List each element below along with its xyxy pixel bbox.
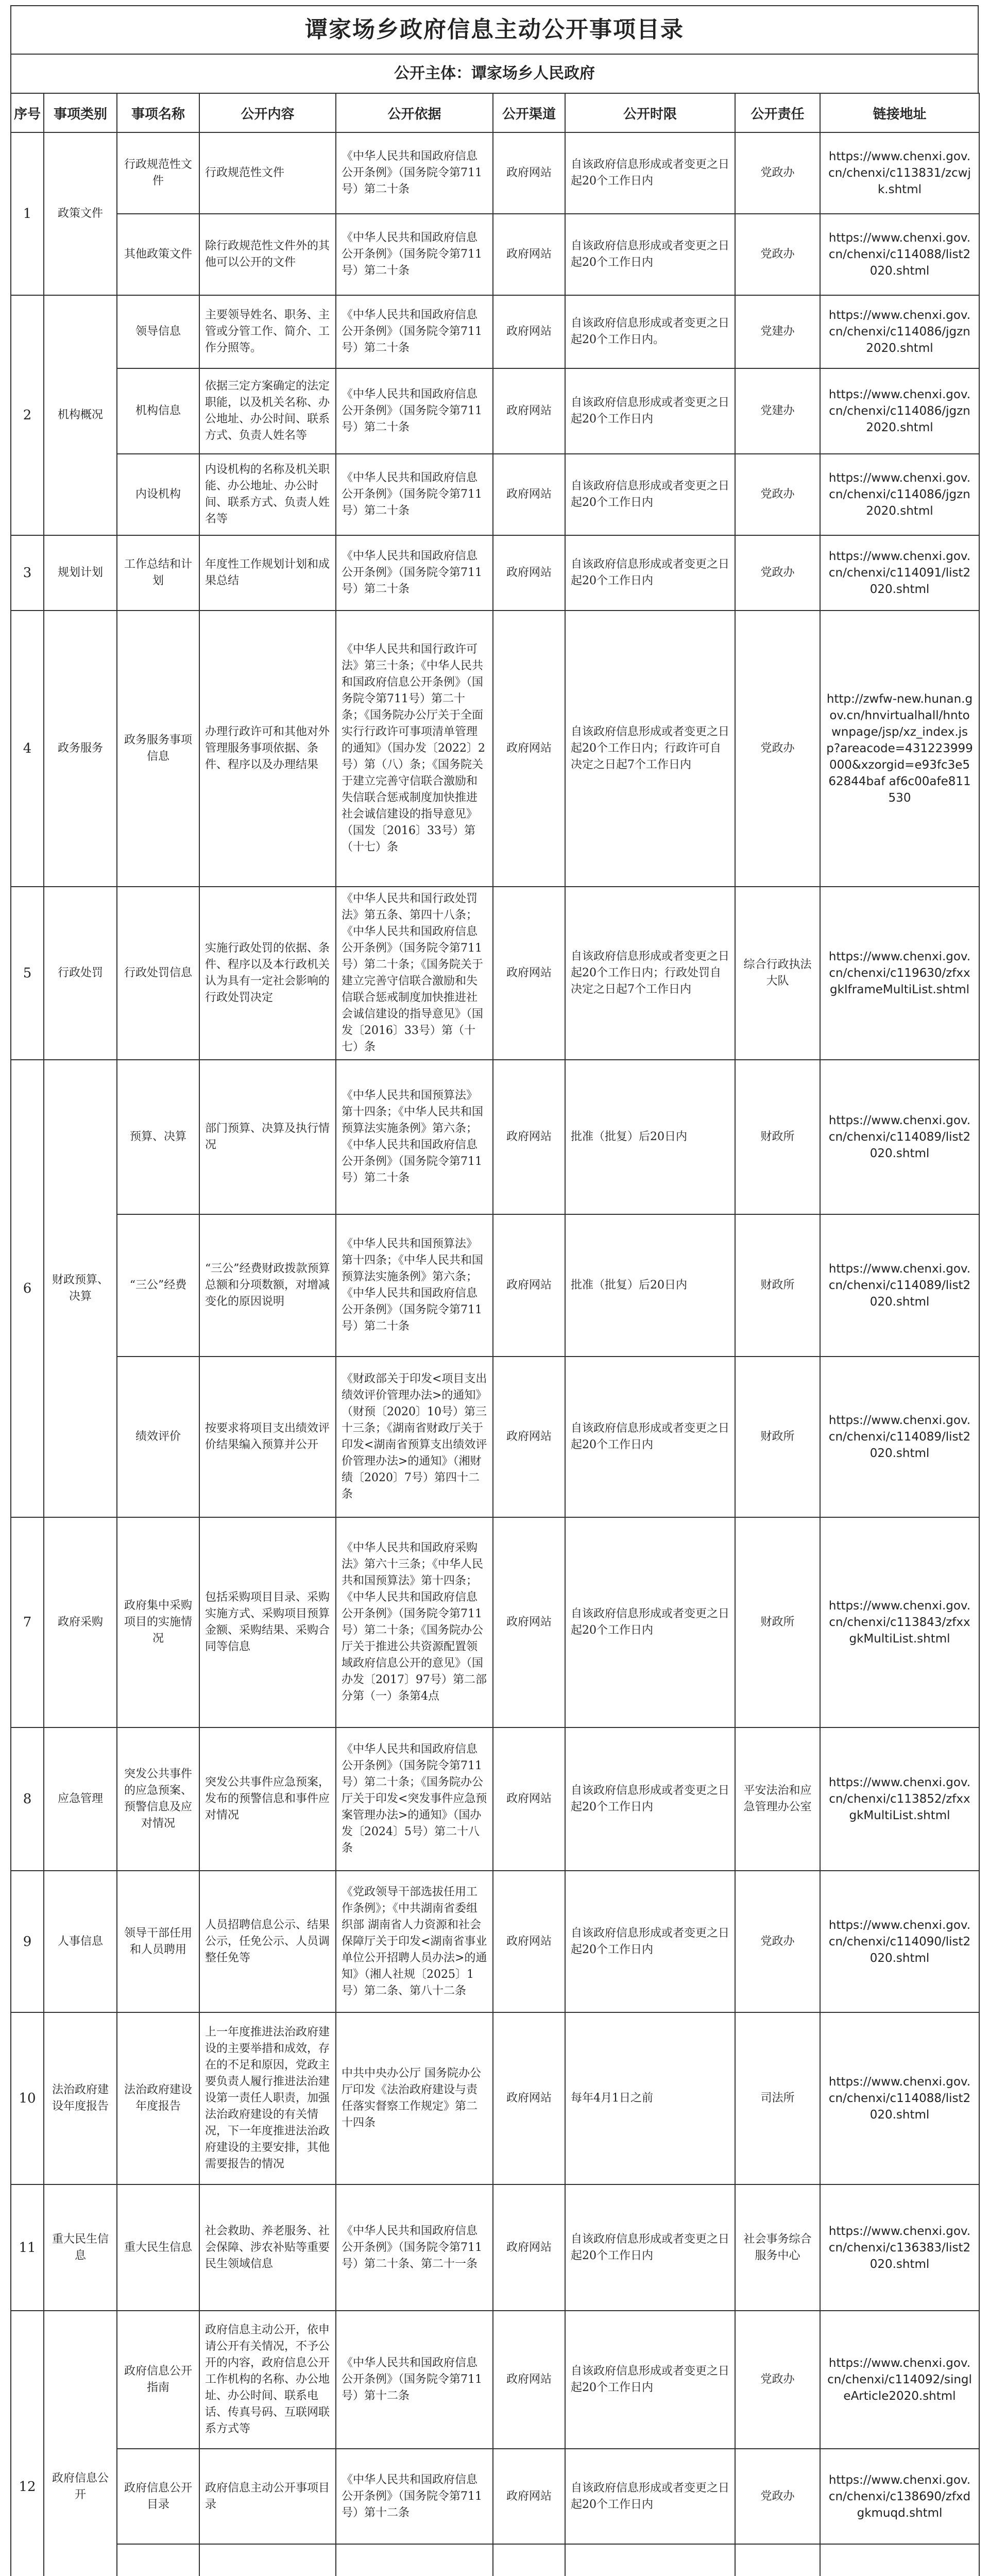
row-channel xyxy=(493,2544,565,2576)
row-seq: 2 xyxy=(11,295,44,535)
row-basis: 《中华人民共和国政府信息公开条例》（国务院令第711号）第十二条 xyxy=(336,2311,493,2449)
table-row xyxy=(11,535,979,611)
row-channel: 政府网站 xyxy=(493,2012,565,2184)
table-row xyxy=(11,1727,979,1871)
row-content: 包括采购项目目录、采购实施方式、采购项目预算金额、采购结果、采购合同等信息 xyxy=(199,1517,336,1727)
table-row xyxy=(11,2449,979,2544)
row-content: 行政规范性文件 xyxy=(199,132,336,214)
catalog-table xyxy=(10,93,980,2576)
header-category: 事项类别 xyxy=(44,93,117,132)
row-content: 人员招聘信息公示、结果公示，任免公示、人员调整任免等 xyxy=(199,1871,336,2012)
row-time-limit: 自该政府信息形成或者变更之日起20个工作日内 xyxy=(565,535,735,611)
row-channel: 政府网站 xyxy=(493,214,565,295)
row-category: 行政处罚 xyxy=(44,887,117,1060)
row-link[interactable]: https://www.chenxi.gov.cn/chenxi/c114088/list2020.shtml xyxy=(820,2012,979,2184)
row-responsibility: 党政办 xyxy=(735,454,820,535)
row-channel: 政府网站 xyxy=(493,295,565,368)
row-link[interactable]: https://www.chenxi.gov.cn/chenxi/c114088/list2020.shtml xyxy=(820,214,979,295)
row-content: 突发公共事件应急预案，发布的预警信息和事件应对情况 xyxy=(199,1727,336,1871)
row-seq: 7 xyxy=(11,1517,44,1727)
row-seq: 5 xyxy=(11,887,44,1060)
row-seq: 9 xyxy=(11,1871,44,2012)
row-responsibility: 党政办 xyxy=(735,611,820,887)
row-time-limit: 自该政府信息形成或者变更之日起20个工作日内 xyxy=(565,1357,735,1517)
row-basis: 《中华人民共和国预算法》第十四条；《中华人民共和国预算法实施条例》第六条；《中华人民共和国政府信息公开条例》（国务院令第711号）第二十条 xyxy=(336,1060,493,1214)
row-category: 政府信息公开 xyxy=(44,2311,117,2576)
row-category: 法治政府建设年度报告 xyxy=(44,2012,117,2184)
row-responsibility: 财政所 xyxy=(735,1517,820,1727)
table-row xyxy=(11,454,979,535)
table-row xyxy=(11,2544,979,2576)
row-time-limit: 自该政府信息形成或者变更之日起20个工作日内 xyxy=(565,454,735,535)
row-channel: 政府网站 xyxy=(493,887,565,1060)
row-channel: 政府网站 xyxy=(493,1214,565,1357)
table-header-row xyxy=(11,93,979,132)
row-basis: 《中华人民共和国政府信息公开条例》（国务院令第711号）第二十条 xyxy=(336,295,493,368)
row-link[interactable]: https://www.chenxi.gov.cn/chenxi/c113831/zcwjk.shtml xyxy=(820,132,979,214)
row-time-limit: 自该政府信息形成或者变更之日起20个工作日内 xyxy=(565,1517,735,1727)
table-row xyxy=(11,2184,979,2311)
row-link[interactable]: https://www.chenxi.gov.cn/chenxi/c114086/jgzn2020.shtml xyxy=(820,454,979,535)
row-content: 部门预算、决算及执行情况 xyxy=(199,1060,336,1214)
row-basis: 《中华人民共和国预算法》第十四条；《中华人民共和国预算法实施条例》第六条；《中华人民共和国政府信息公开条例》（国务院令第711号）第二十条 xyxy=(336,1214,493,1357)
table-row xyxy=(11,295,979,368)
row-content: 主要领导姓名、职务、主管或分管工作、简介、工作分照等。 xyxy=(199,295,336,368)
row-channel: 政府网站 xyxy=(493,1871,565,2012)
row-item-name: 行政规范性文件 xyxy=(117,132,199,214)
row-seq: 11 xyxy=(11,2184,44,2311)
header-seq: 序号 xyxy=(11,93,44,132)
row-basis: 《中华人民共和国行政处罚法》第五条、第四十八条；《中华人民共和国政府信息公开条例》（国务院令第711号）第二十条；《国务院关于建立完善守信联合激励和失信联合惩戒制度加快推进社会诚信建设的指导意见》（国发〔2016〕33号）第（十七）条 xyxy=(336,887,493,1060)
row-category: 政策文件 xyxy=(44,132,117,295)
row-time-limit: 自该政府信息形成或者变更之日起20个工作日内。 xyxy=(565,295,735,368)
row-basis: 《中华人民共和国政府信息公开条例》（国务院令第711号）第二十条 xyxy=(336,454,493,535)
row-channel: 政府网站 xyxy=(493,2311,565,2449)
row-channel: 政府网站 xyxy=(493,132,565,214)
catalog-page xyxy=(10,5,979,2576)
row-basis: 《中华人民共和国政府信息公开条例》（国务院令第711号）第十二条 xyxy=(336,2449,493,2544)
table-row xyxy=(11,1214,979,1357)
row-basis: 《中华人民共和国政府信息公开条例》（国务院令第711号）第二十条；《国务院办公厅关于印发<突发事件应急预案管理办法>的通知》（国办发〔2024〕5号）第二十八条 xyxy=(336,1727,493,1871)
header-channel: 公开渠道 xyxy=(493,93,565,132)
row-link[interactable]: https://www.chenxi.gov.cn/chenxi/c113852/zfxxgkMultiList.shtml xyxy=(820,1727,979,1871)
row-category: 机构概况 xyxy=(44,295,117,535)
row-channel: 政府网站 xyxy=(493,535,565,611)
page-title: 谭家场乡政府信息主动公开事项目录 xyxy=(10,5,979,54)
row-item-name: 其他政策文件 xyxy=(117,214,199,295)
row-item-name: 绩效评价 xyxy=(117,1357,199,1517)
row-seq: 1 xyxy=(11,132,44,295)
row-responsibility: 党政办 xyxy=(735,214,820,295)
row-category: 重大民生信息 xyxy=(44,2184,117,2311)
row-category: 财政预算、决算 xyxy=(44,1060,117,1517)
row-time-limit: 自该政府信息形成或者变更之日起20个工作日内 xyxy=(565,2184,735,2311)
row-item-name: 政务服务事项信息 xyxy=(117,611,199,887)
row-content: 政府信息主动公开，依申请公开有关情况，不予公开的内容，政府信息公开工作机构的名称、办公地址、办公时间、联系电话、传真号码、互联网联系方式等 xyxy=(199,2311,336,2449)
row-basis: 《中华人民共和国政府信息公开条例》（国务院令第711号）第二十条 xyxy=(336,368,493,454)
header-time-limit: 公开时限 xyxy=(565,93,735,132)
row-basis: 《中华人民共和国政府信息公开条例》（国务院令第711号）第二十条 xyxy=(336,132,493,214)
table-row xyxy=(11,2012,979,2184)
table-row xyxy=(11,611,979,887)
table-row xyxy=(11,1357,979,1517)
row-time-limit: 自该政府信息形成或者变更之日起20个工作日内 xyxy=(565,132,735,214)
row-content xyxy=(199,2544,336,2576)
header-item-name: 事项名称 xyxy=(117,93,199,132)
row-responsibility: 平安法治和应急管理办公室 xyxy=(735,1727,820,1871)
row-category: 应急管理 xyxy=(44,1727,117,1871)
table-row xyxy=(11,214,979,295)
row-content: 政府信息主动公开事项目录 xyxy=(199,2449,336,2544)
row-responsibility xyxy=(735,2544,820,2576)
row-time-limit: 自该政府信息形成或者变更之日起20个工作日内 xyxy=(565,214,735,295)
row-basis: 《党政领导干部选拔任用工作条例》；《中共湖南省委组织部 湖南省人力资源和社会保障厅关于印发<湖南省事业单位公开招聘人员办法>的通知》（湘人社规〔2025〕1号）第二条、第八十二条 xyxy=(336,1871,493,2012)
row-item-name: 工作总结和计划 xyxy=(117,535,199,611)
table-row xyxy=(11,887,979,1060)
row-basis: 《中华人民共和国政府信息公开条例》（国务院令第711号）第二十条、第二十一条 xyxy=(336,2184,493,2311)
row-item-name: “三公”经费 xyxy=(117,1214,199,1357)
table-row xyxy=(11,132,979,214)
row-responsibility: 党政办 xyxy=(735,2449,820,2544)
row-time-limit xyxy=(565,2544,735,2576)
row-channel: 政府网站 xyxy=(493,454,565,535)
row-responsibility: 财政所 xyxy=(735,1357,820,1517)
row-basis: 《中华人民共和国政府信息公开条例》（国务院令第711号）第二十条 xyxy=(336,214,493,295)
row-item-name: 行政处罚信息 xyxy=(117,887,199,1060)
row-item-name: 机构信息 xyxy=(117,368,199,454)
header-basis: 公开依据 xyxy=(336,93,493,132)
row-item-name xyxy=(117,2544,199,2576)
header-content: 公开内容 xyxy=(199,93,336,132)
row-link[interactable]: https://www.chenxi.gov.cn/chenxi/c113843/zfxxgkMultiList.shtml xyxy=(820,1517,979,1727)
row-link[interactable]: https://www.chenxi.gov.cn/chenxi/c136383/list2020.shtml xyxy=(820,2184,979,2311)
row-category: 政务服务 xyxy=(44,611,117,887)
row-item-name: 预算、决算 xyxy=(117,1060,199,1214)
row-link[interactable]: http://zwfw-new.hunan.gov.cn/hnvirtualhall/hntownpage/jsp/xz_index.jsp?areacode=431223999000&xzorgid=e93fc3e562844baf af6c00afe811530 xyxy=(820,611,979,887)
row-category: 人事信息 xyxy=(44,1871,117,2012)
row-item-name: 突发公共事件的应急预案、预警信息及应对情况 xyxy=(117,1727,199,1871)
row-item-name: 政府集中采购项目的实施情况 xyxy=(117,1517,199,1727)
row-link[interactable]: https://www.chenxi.gov.cn/chenxi/c114089/list2020.shtml xyxy=(820,1214,979,1357)
row-link[interactable]: https://www.chenxi.gov.cn/chenxi/c114092/singleArticle2020.shtml xyxy=(820,2311,979,2449)
row-content: “三公”经费财政拨款预算总额和分项数额，对增减变化的原因说明 xyxy=(199,1214,336,1357)
row-content: 依据三定方案确定的法定职能，以及机关名称、办公地址、办公时间、联系方式、负责人姓名等 xyxy=(199,368,336,454)
row-link[interactable]: https://www.chenxi.gov.cn/chenxi/c114089/list2020.shtml xyxy=(820,1060,979,1214)
row-time-limit: 自该政府信息形成或者变更之日起20个工作日内 xyxy=(565,2311,735,2449)
row-responsibility: 党政办 xyxy=(735,535,820,611)
row-link[interactable]: https://www.chenxi.gov.cn/chenxi/c114086/jgzn2020.shtml xyxy=(820,295,979,368)
row-responsibility: 社会事务综合服务中心 xyxy=(735,2184,820,2311)
row-responsibility: 党建办 xyxy=(735,295,820,368)
row-item-name: 内设机构 xyxy=(117,454,199,535)
row-link[interactable]: https://www.chenxi.gov.cn/chenxi/c119630/zfxxgkIframeMultiList.shtml xyxy=(820,887,979,1060)
row-item-name: 政府信息公开指南 xyxy=(117,2311,199,2449)
publisher-subtitle: 公开主体：谭家场乡人民政府 xyxy=(10,54,979,93)
row-item-name: 重大民生信息 xyxy=(117,2184,199,2311)
row-item-name: 领导信息 xyxy=(117,295,199,368)
row-category: 政府采购 xyxy=(44,1517,117,1727)
row-item-name: 法治政府建设年度报告 xyxy=(117,2012,199,2184)
row-channel: 政府网站 xyxy=(493,1517,565,1727)
row-basis: 《财政部关于印发<项目支出绩效评价管理办法>的通知》（财预〔2020〕10号）第三十三条；《湖南省财政厅关于印发<湖南省预算支出绩效评价管理办法>的通知》（湘财绩〔2020〕7号）第四十二条 xyxy=(336,1357,493,1517)
row-time-limit: 批准（批复）后20日内 xyxy=(565,1214,735,1357)
row-link[interactable]: https://www.chenxi.gov.cn/chenxi/c114091/list2020.shtml xyxy=(820,535,979,611)
row-basis: 《中华人民共和国政府采购法》第六十三条；《中华人民共和国预算法》第十四条；《中华人民共和国政府信息公开条例》（国务院令第711号）第二十条；《国务院办公厅关于推进公共资源配置领域政府信息公开的意见》（国办发〔2017〕97号）第二部分第（一）条第4点 xyxy=(336,1517,493,1727)
row-channel: 政府网站 xyxy=(493,611,565,887)
row-category: 规划计划 xyxy=(44,535,117,611)
row-time-limit: 自该政府信息形成或者变更之日起20个工作日内 xyxy=(565,2449,735,2544)
row-channel: 政府网站 xyxy=(493,1357,565,1517)
row-channel: 政府网站 xyxy=(493,368,565,454)
row-channel: 政府网站 xyxy=(493,2184,565,2311)
row-link[interactable]: https://www.chenxi.gov.cn/chenxi/c114090/list2020.shtml xyxy=(820,1871,979,2012)
row-channel: 政府网站 xyxy=(493,2449,565,2544)
row-seq: 10 xyxy=(11,2012,44,2184)
row-time-limit: 自该政府信息形成或者变更之日起20个工作日内 xyxy=(565,368,735,454)
table-row xyxy=(11,1060,979,1214)
row-basis: 《中华人民共和国政府信息公开条例》（国务院令第711号）第二十条 xyxy=(336,535,493,611)
row-link[interactable] xyxy=(820,2544,979,2576)
row-content: 除行政规范性文件外的其他可以公开的文件 xyxy=(199,214,336,295)
row-channel: 政府网站 xyxy=(493,1727,565,1871)
row-link[interactable]: https://www.chenxi.gov.cn/chenxi/c114086/jgzn2020.shtml xyxy=(820,368,979,454)
row-responsibility: 财政所 xyxy=(735,1060,820,1214)
row-item-name: 领导干部任用和人员聘用 xyxy=(117,1871,199,2012)
row-content: 办理行政许可和其他对外管理服务事项依据、条件、程序以及办理结果 xyxy=(199,611,336,887)
table-row xyxy=(11,1517,979,1727)
row-basis: 中共中央办公厅 国务院办公厅印发《法治政府建设与责任落实督察工作规定》第二十四条 xyxy=(336,2012,493,2184)
row-responsibility: 综合行政执法大队 xyxy=(735,887,820,1060)
row-responsibility: 党政办 xyxy=(735,132,820,214)
row-seq: 3 xyxy=(11,535,44,611)
row-time-limit: 每年4月1日之前 xyxy=(565,2012,735,2184)
row-seq: 8 xyxy=(11,1727,44,1871)
row-seq: 6 xyxy=(11,1060,44,1517)
table-row xyxy=(11,368,979,454)
row-content: 内设机构的名称及机关职能、办公地址、办公时间、联系方式、负责人姓名等 xyxy=(199,454,336,535)
row-time-limit: 批准（批复）后20日内 xyxy=(565,1060,735,1214)
row-content: 实施行政处罚的依据、条件、程序以及本行政机关认为具有一定社会影响的行政处罚决定 xyxy=(199,887,336,1060)
table-row xyxy=(11,2311,979,2449)
header-responsibility: 公开责任 xyxy=(735,93,820,132)
row-responsibility: 党建办 xyxy=(735,368,820,454)
row-responsibility: 司法所 xyxy=(735,2012,820,2184)
row-item-name: 政府信息公开目录 xyxy=(117,2449,199,2544)
header-link: 链接地址 xyxy=(820,93,979,132)
row-link[interactable]: https://www.chenxi.gov.cn/chenxi/c114089/list2020.shtml xyxy=(820,1357,979,1517)
row-responsibility: 党政办 xyxy=(735,2311,820,2449)
row-responsibility: 党政办 xyxy=(735,1871,820,2012)
row-content: 按要求将项目支出绩效评价结果编入预算并公开 xyxy=(199,1357,336,1517)
row-channel: 政府网站 xyxy=(493,1060,565,1214)
table-row xyxy=(11,1871,979,2012)
row-basis: 《中华人民共和国行政许可法》第三十条；《中华人民共和国政府信息公开条例》（国务院令第711号）第二十条；《国务院办公厅关于全面实行行政许可事项清单管理的通知》（国办发〔2022〕2号）第（八）条；《国务院关于建立完善守信联合激励和失信联合惩戒制度加快推进社会诚信建设的指导意见》（国发〔2016〕33号）第（十七）条 xyxy=(336,611,493,887)
table-body xyxy=(11,132,979,2576)
row-link[interactable]: https://www.chenxi.gov.cn/chenxi/c138690/zfxdgkmuqd.shtml xyxy=(820,2449,979,2544)
row-responsibility: 财政所 xyxy=(735,1214,820,1357)
row-time-limit: 自该政府信息形成或者变更之日起20个工作日内；行政处罚自决定之日起7个工作日内 xyxy=(565,887,735,1060)
row-time-limit: 自该政府信息形成或者变更之日起20个工作日内；行政许可自决定之日起7个工作日内 xyxy=(565,611,735,887)
row-content: 社会救助、养老服务、社会保障、涉农补贴等重要民生领域信息 xyxy=(199,2184,336,2311)
row-content: 上一年度推进法治政府建设的主要举措和成效，存在的不足和原因，党政主要负责人履行推进法治建设第一责任人职责，加强法治政府建设的有关情况，下一年度推进法治政府建设的主要安排，其他需要报告的情况 xyxy=(199,2012,336,2184)
row-basis xyxy=(336,2544,493,2576)
row-seq: 4 xyxy=(11,611,44,887)
row-time-limit: 自该政府信息形成或者变更之日起20个工作日内 xyxy=(565,1727,735,1871)
row-time-limit: 自该政府信息形成或者变更之日起20个工作日内 xyxy=(565,1871,735,2012)
row-seq: 12 xyxy=(11,2311,44,2576)
row-content: 年度性工作规划计划和成果总结 xyxy=(199,535,336,611)
